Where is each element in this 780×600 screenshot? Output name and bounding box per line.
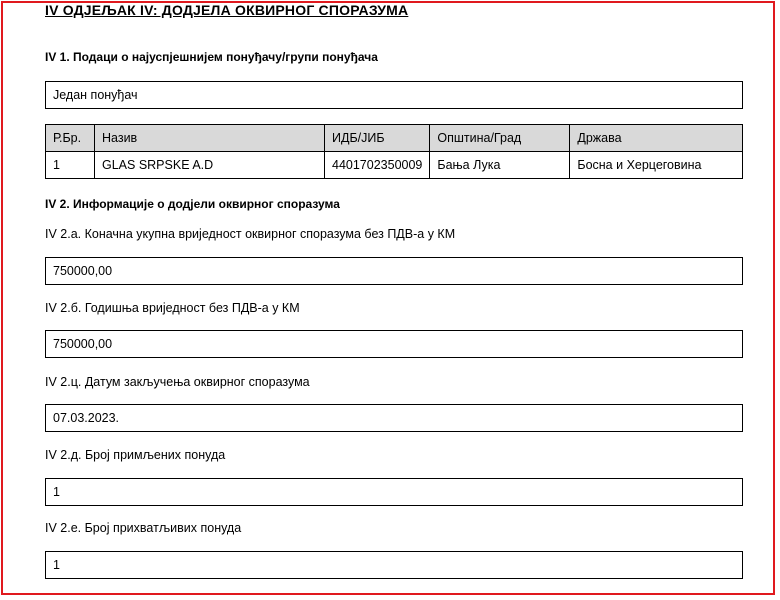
table-row <box>46 152 743 179</box>
iv1-title: IV 1. Подаци о најуспјешнијем понуђачу/групи понуђача <box>45 50 378 64</box>
date-label: IV 2.ц. Датум закључења оквирног споразума <box>45 375 310 389</box>
acceptable-bids-label: IV 2.е. Број прихватљивих понуда <box>45 521 242 535</box>
col-header-number: Р.Бр. <box>46 125 95 152</box>
cell-id: 4401702350009 <box>325 152 430 179</box>
cell-country: Босна и Херцеговина <box>570 152 743 179</box>
bidder-type-field: Један понуђач <box>45 81 743 109</box>
date-field: 07.03.2023. <box>45 404 743 432</box>
col-header-municipality: Општина/Град <box>430 125 570 152</box>
section-title: IV ОДЈЕЉАК IV: ДОДЈЕЛА ОКВИРНОГ СПОРАЗУМА <box>45 2 409 18</box>
cell-name: GLAS SRPSKE A.D <box>95 152 325 179</box>
final-value-label: IV 2.а. Коначна укупна вриједност оквирног споразума без ПДВ-а у КМ <box>45 227 456 241</box>
col-header-id: ИДБ/ЈИБ <box>325 125 430 152</box>
annual-value-field: 750000,00 <box>45 330 743 358</box>
acceptable-bids-field: 1 <box>45 551 743 579</box>
col-header-name: Назив <box>95 125 325 152</box>
cell-number: 1 <box>46 152 95 179</box>
col-header-country: Држава <box>570 125 743 152</box>
iv2-title: IV 2. Информације о додјели оквирног споразума <box>45 197 340 211</box>
table-header-row <box>46 125 743 152</box>
cell-municipality: Бања Лука <box>430 152 570 179</box>
final-value-field: 750000,00 <box>45 257 743 285</box>
received-bids-label: IV 2.д. Број примљених понуда <box>45 448 226 462</box>
received-bids-field: 1 <box>45 478 743 506</box>
awarded-bidders-table <box>45 124 743 179</box>
annual-value-label: IV 2.б. Годишња вриједност без ПДВ-а у КМ <box>45 301 300 315</box>
